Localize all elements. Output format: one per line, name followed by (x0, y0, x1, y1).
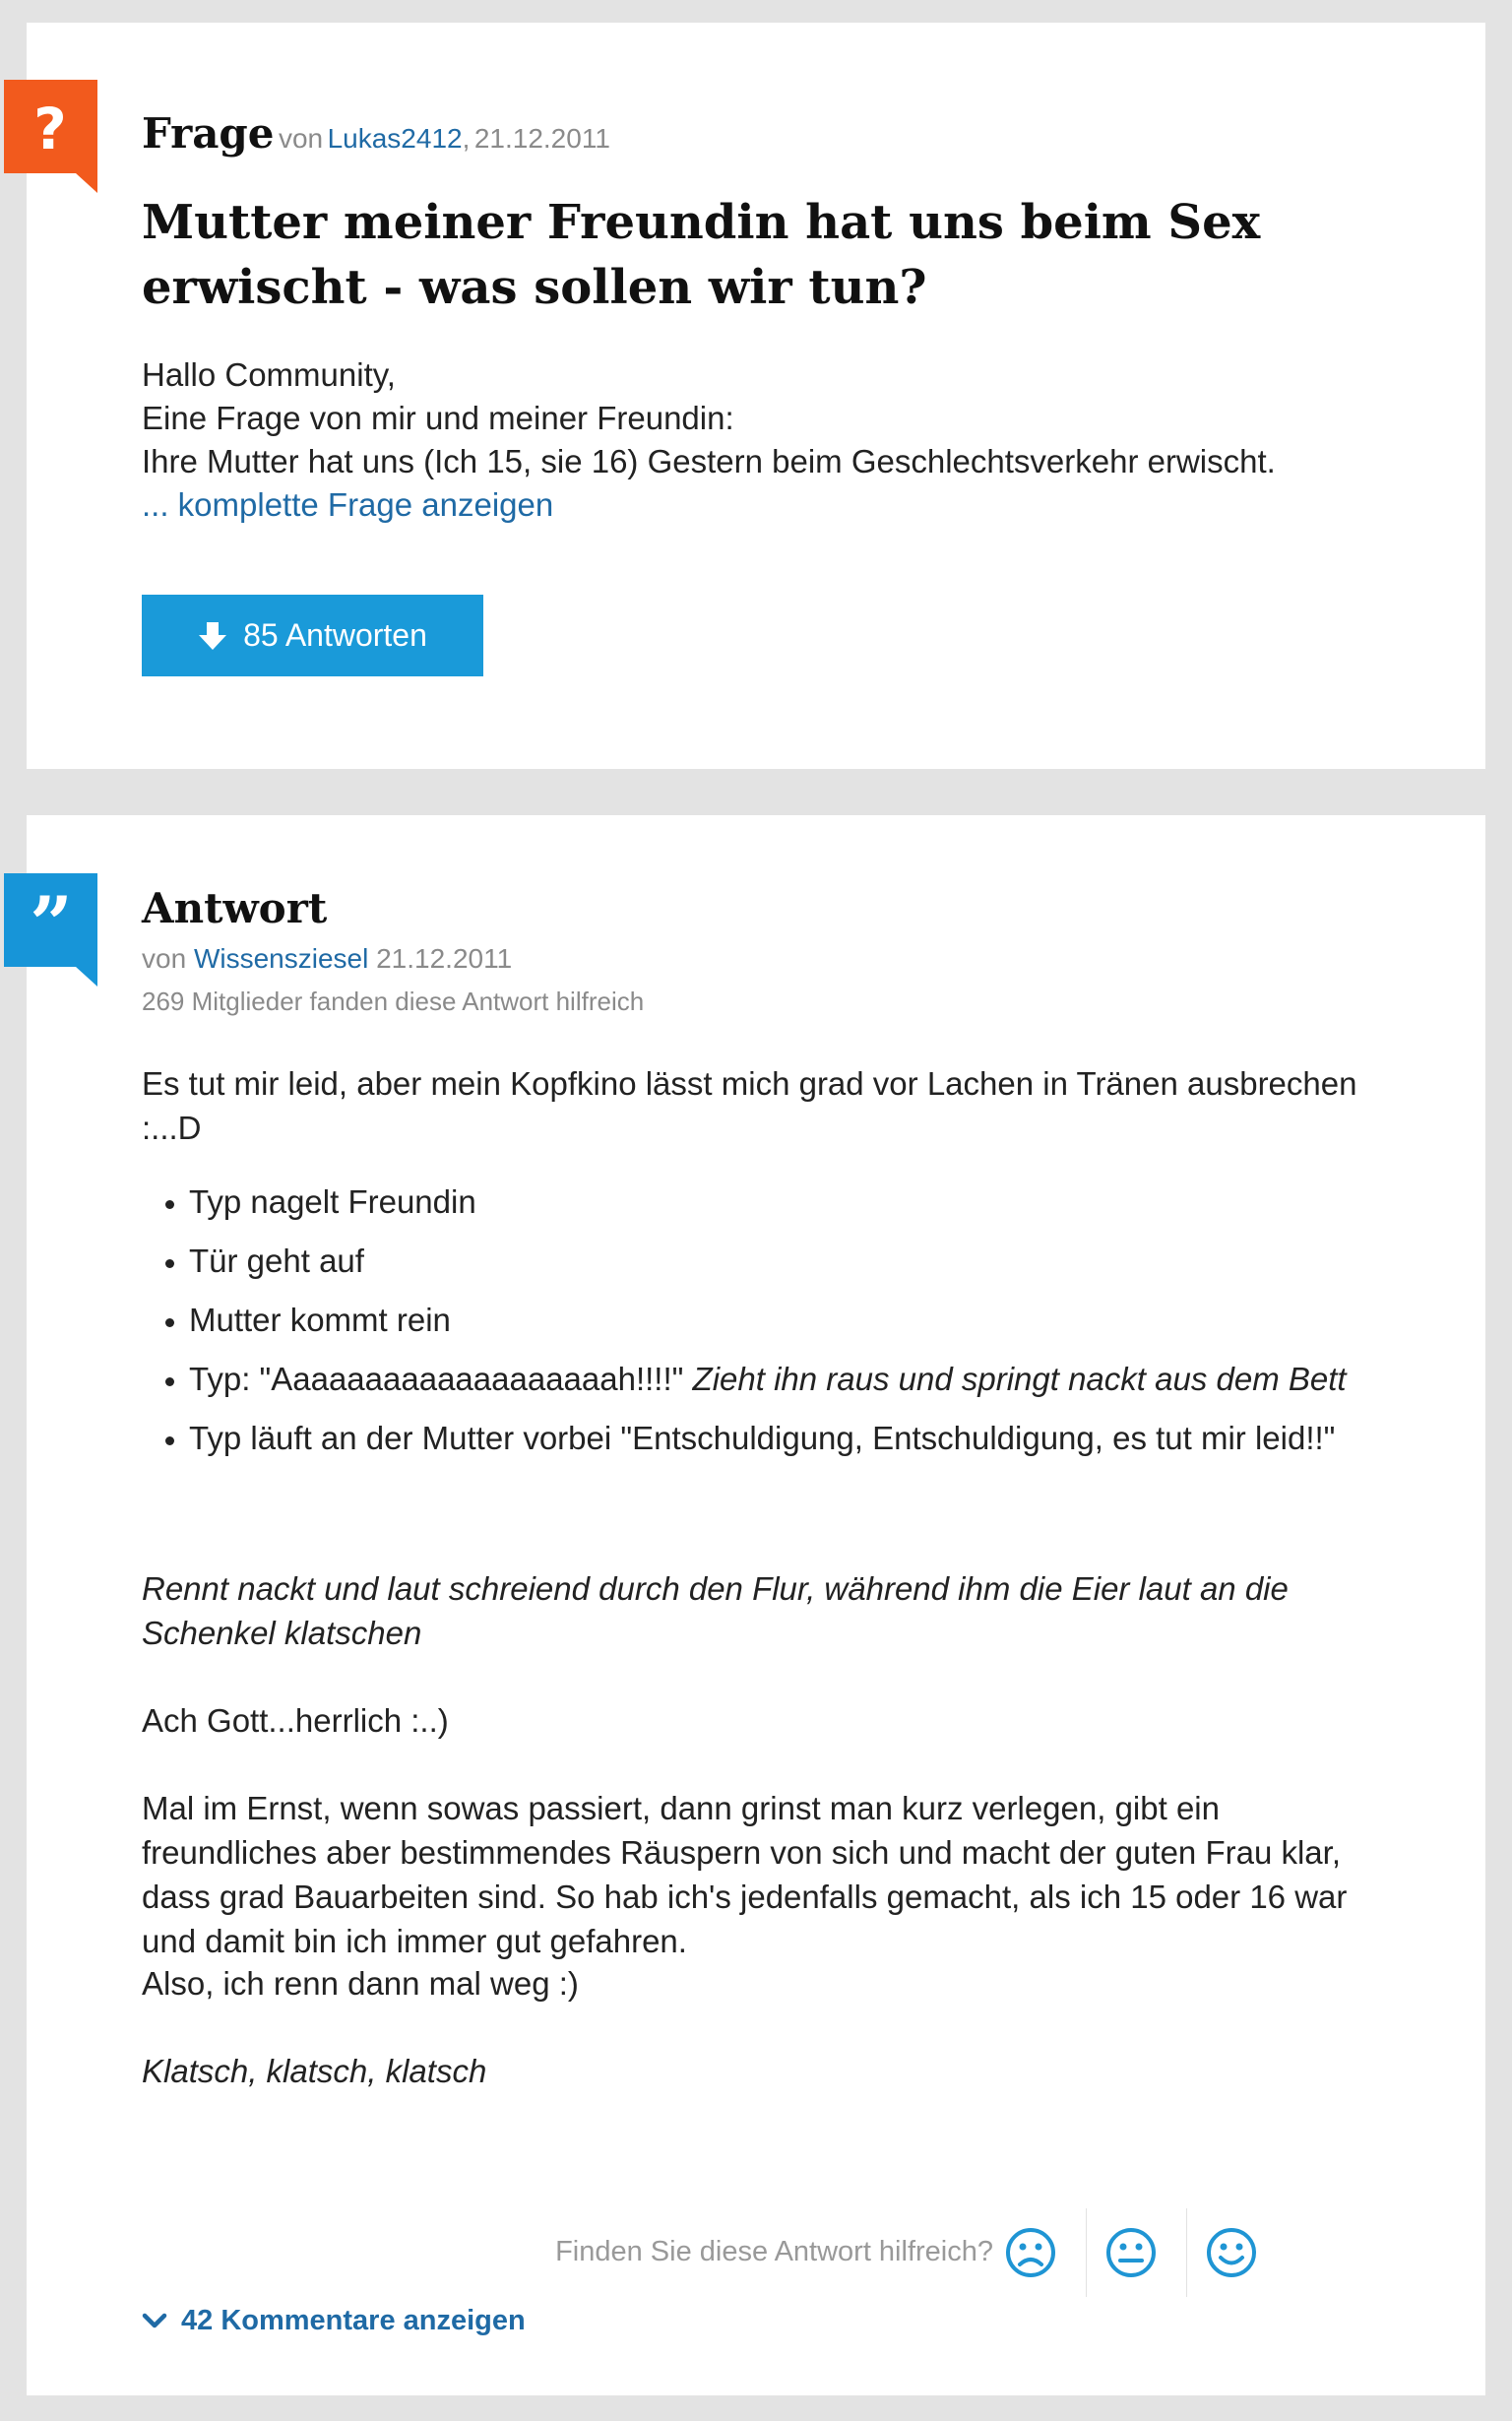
quote-icon (4, 873, 97, 967)
happy-face-icon[interactable] (1205, 2226, 1258, 2279)
question-body-line: Hallo Community, (142, 356, 396, 393)
question-title: Mutter meiner Freundin hat uns beim Sex erwischt - was sollen wir tun? (142, 195, 1261, 315)
question-flag (4, 80, 97, 173)
answer-paragraph: Ach Gott...herrlich :..) (142, 1702, 449, 1739)
rating-question: Finden Sie diese Antwort hilfreich? (555, 2236, 993, 2267)
answer-italic-paragraph: Klatsch, klatsch, klatsch (142, 2053, 487, 2089)
chevron-down-icon (142, 2313, 167, 2330)
answer-author-link[interactable]: Wissensziesel (193, 943, 369, 974)
question-header (142, 109, 610, 158)
answer-paragraph: Mal im Ernst, wenn sowas passiert, dann grinst man kurz verlegen, gibt ein freundliches aber bestimmendes Räuspern von sich und macht der guten Frau klar, dass grad Bauarbeiten sind. So hab ich's jedenfalls gemacht, als ich 15 oder 16 war und damit bin ich immer gut gefahren. (142, 1790, 1348, 1959)
answer-meta (142, 943, 512, 975)
neutral-face-icon[interactable] (1104, 2226, 1158, 2279)
show-comments-label: 42 Kommentare anzeigen (181, 2305, 526, 2336)
list-item (189, 1357, 1439, 1401)
arrow-down-icon (198, 620, 227, 652)
rating-divider (1086, 2208, 1087, 2297)
show-comments-link[interactable] (142, 2305, 526, 2337)
svg-text:”: ” (30, 880, 73, 967)
answer-kind-label: Antwort (142, 884, 328, 932)
question-date: 21.12.2011 (473, 123, 610, 154)
svg-text:?: ? (33, 96, 67, 162)
answer-date: 21.12.2011 (376, 943, 513, 974)
by-prefix: von (142, 943, 187, 974)
helpful-count: 269 Mitglieder fanden diese Antwort hilfreich (142, 987, 645, 1016)
question-kind-label: Frage (142, 109, 275, 158)
question-card (27, 23, 1485, 769)
answer-paragraph: Also, ich renn dann mal weg :) (142, 1965, 579, 2002)
by-prefix: von (278, 123, 324, 154)
rating-row (142, 2208, 1397, 2297)
sad-face-icon[interactable] (1004, 2226, 1057, 2279)
answer-italic-paragraph: Rennt nackt und laut schreiend durch den Flur, während ihm die Eier laut an die Schenkel klatschen (142, 1570, 1289, 1651)
list-item: • Typ läuft an der Mutter vorbei "Entschuldigung, Entschuldigung, es tut mir leid!!" (189, 1416, 1439, 1460)
question-body-line: Ihre Mutter hat uns (Ich 15, sie 16) Gestern beim Geschlechtsverkehr erwischt. (142, 443, 1276, 479)
date-separator: , (462, 123, 471, 154)
show-full-question-link[interactable]: ... komplette Frage anzeigen (142, 486, 554, 523)
list-item: • Tür geht auf (189, 1239, 1439, 1283)
list-item-italic-text: Zieht ihn raus und springt nackt aus dem Bett (692, 1361, 1347, 1397)
answers-button-label: 85 Antworten (243, 617, 427, 653)
question-body-line: Eine Frage von mir und meiner Freundin: (142, 400, 734, 436)
question-mark-icon (4, 80, 97, 173)
list-item-text: Typ: "Aaaaaaaaaaaaaaaaaaah!!!!" (189, 1361, 684, 1397)
list-item: • Typ nagelt Freundin (189, 1179, 1439, 1224)
answer-flag (4, 873, 97, 967)
rating-divider (1186, 2208, 1187, 2297)
answer-paragraph: Es tut mir leid, aber mein Kopfkino lässt mich grad vor Lachen in Tränen ausbrechen :...D (142, 1065, 1357, 1146)
question-body (142, 353, 1372, 527)
answer-list (142, 1179, 1439, 1475)
answer-card (27, 815, 1485, 2395)
question-author-link[interactable]: Lukas2412 (327, 123, 463, 154)
list-item: • Mutter kommt rein (189, 1298, 1439, 1342)
answers-button[interactable] (142, 595, 483, 676)
